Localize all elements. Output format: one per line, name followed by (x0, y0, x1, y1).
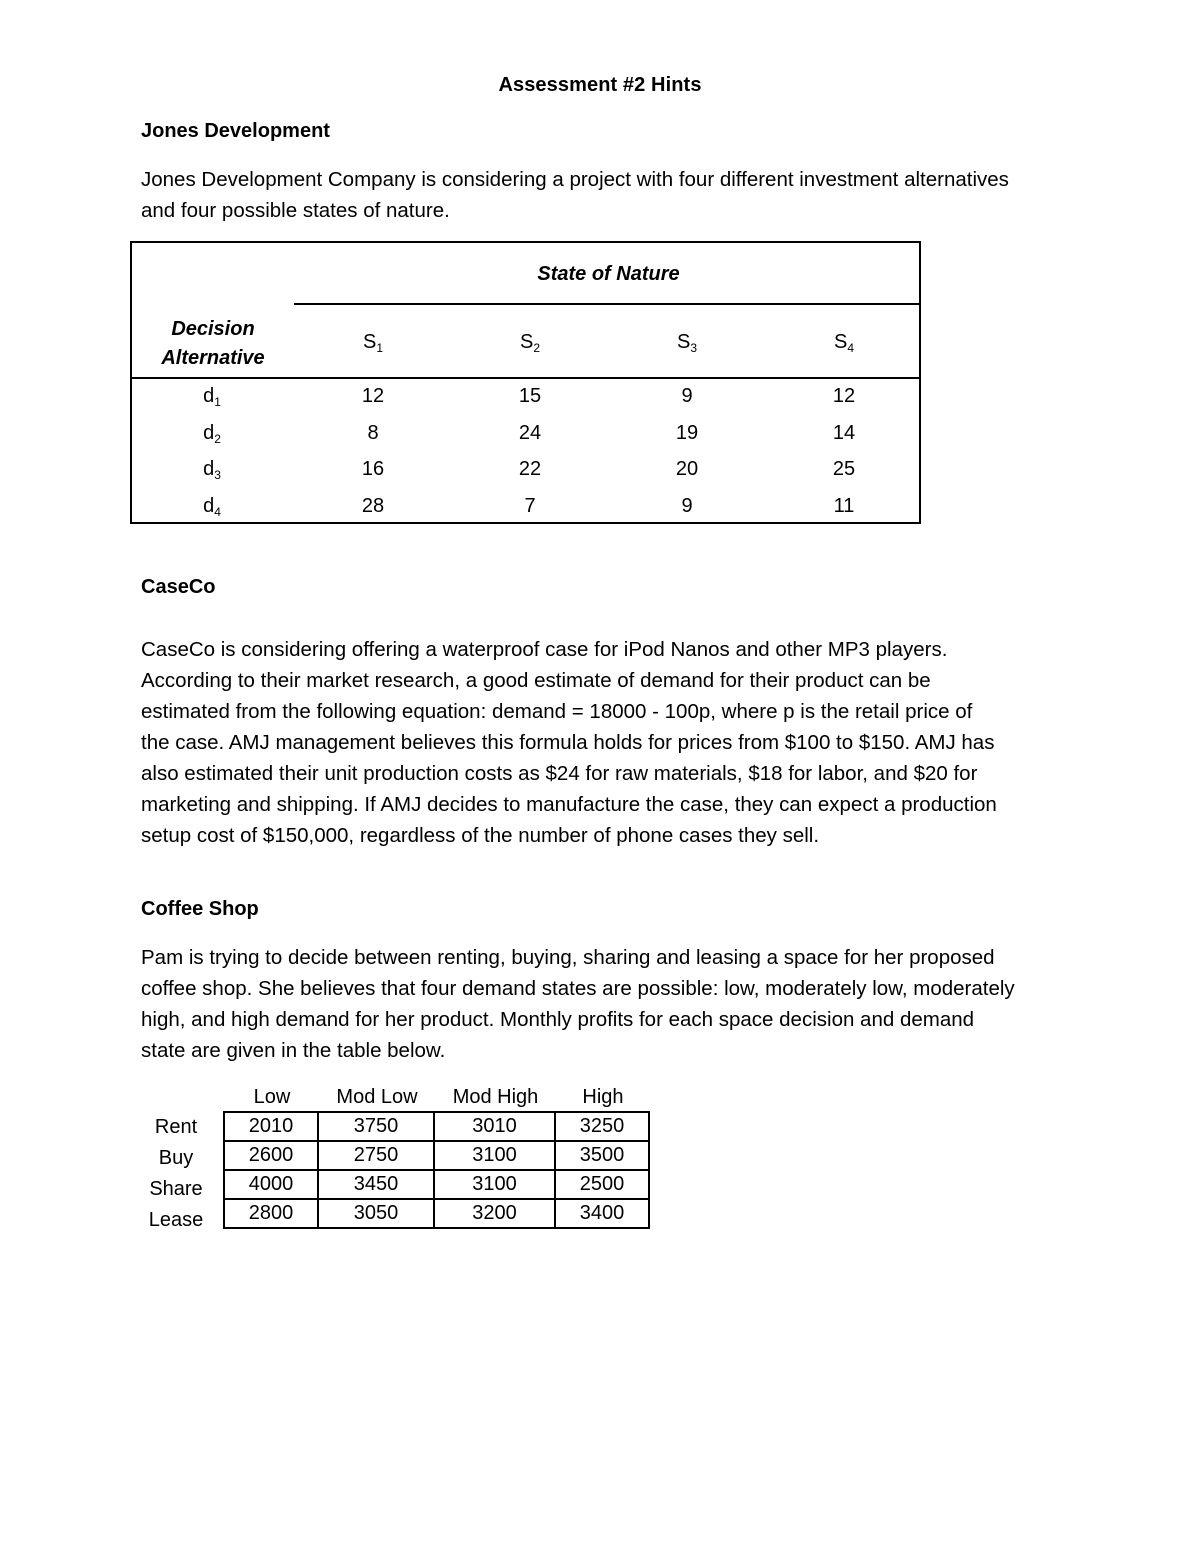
jones-paragraph (141, 164, 1071, 226)
table-cell: 3100 (434, 1141, 555, 1170)
table-cell: 3450 (318, 1170, 434, 1199)
table-cell: 3750 (318, 1112, 434, 1141)
jones-payoff-table (130, 241, 921, 524)
page-title: Assessment #2 Hints (498, 74, 702, 96)
coffee-row-label: Rent (154, 1116, 198, 1138)
caseco-paragraph-line: the case. AMJ management believes this formula holds for prices from $100 to $150. AMJ has (141, 731, 995, 754)
table-cell: 20 (675, 458, 699, 480)
caseco-paragraph-line: According to their market research, a good estimate of demand for their product can be (141, 669, 931, 692)
decision-label-line: Alternative (161, 347, 265, 369)
column-header-s2: $S_2$ (519, 331, 541, 355)
table-cell: 3250 (555, 1112, 649, 1141)
table-row (224, 1170, 649, 1199)
coffee-profit-table (223, 1111, 650, 1229)
state-of-nature-label: State of Nature (537, 263, 680, 285)
table-cell: 2750 (318, 1141, 434, 1170)
table-cell: 3050 (318, 1199, 434, 1228)
coffee-column-header: Low (253, 1086, 291, 1108)
table-cell: 2600 (224, 1141, 318, 1170)
table-cell: 3500 (555, 1141, 649, 1170)
coffee-paragraph-line: high, and high demand for her product. Monthly profits for each space decision and demand (141, 1008, 975, 1031)
caseco-paragraph-line: marketing and shipping. If AMJ decides to manufacture the case, they can expect a production (141, 793, 997, 816)
coffee-heading: Coffee Shop (141, 898, 259, 920)
caseco-paragraph-line: also estimated their unit production costs as $24 for raw materials, $18 for labor, and $20 for (141, 762, 978, 785)
coffee-row-label: Share (149, 1178, 203, 1200)
table-cell: 3200 (434, 1199, 555, 1228)
table-cell: 12 (832, 385, 856, 407)
table-cell: 19 (675, 422, 699, 444)
coffee-paragraph-line: Pam is trying to decide between renting, buying, sharing and leasing a space for her proposed (141, 946, 995, 969)
coffee-column-header: Mod Low (336, 1086, 418, 1108)
table-cell: 16 (361, 458, 385, 480)
caseco-paragraph-line: CaseCo is considering offering a waterproof case for iPod Nanos and other MP3 players. (141, 638, 948, 661)
table-cell: 8 (367, 422, 379, 444)
column-header-s4: $S_4$ (833, 331, 855, 355)
table-cell: 12 (361, 385, 385, 407)
row-header-d1: $d_1$ (203, 385, 221, 409)
table-cell: 15 (518, 385, 542, 407)
table-cell: 3100 (434, 1170, 555, 1199)
table-row (224, 1141, 649, 1170)
table-cell: 3010 (434, 1112, 555, 1141)
coffee-column-header: Mod High (452, 1086, 539, 1108)
table-cell: 4000 (224, 1170, 318, 1199)
row-header-d3: $d_3$ (203, 458, 221, 482)
table-cell: 2800 (224, 1199, 318, 1228)
header-rule (132, 377, 919, 379)
table-row (224, 1199, 649, 1228)
column-header-s1: $S_1$ (362, 331, 384, 355)
table-cell: 22 (518, 458, 542, 480)
jones-paragraph-line: Jones Development Company is considering a project with four different investment alternatives (141, 168, 1009, 191)
table-row (224, 1112, 649, 1141)
table-cell: 25 (832, 458, 856, 480)
table-cell: 14 (832, 422, 856, 444)
decision-label-line: Decision (171, 318, 255, 340)
table-cell: 11 (833, 495, 855, 517)
jones-heading: Jones Development (141, 120, 330, 142)
table-cell: 9 (681, 495, 693, 517)
state-of-nature-rule (294, 303, 919, 305)
table-cell: 28 (361, 495, 385, 517)
coffee-paragraph-line: coffee shop. She believes that four demand states are possible: low, moderately low, moderately (141, 977, 1015, 1000)
jones-paragraph-line: and four possible states of nature. (141, 199, 450, 222)
table-cell: 2500 (555, 1170, 649, 1199)
table-cell: 3400 (555, 1199, 649, 1228)
decision-alternative-label (132, 315, 294, 373)
row-header-d4: $d_4$ (203, 495, 221, 519)
coffee-paragraph-line: state are given in the table below. (141, 1039, 446, 1062)
row-header-d2: $d_2$ (203, 422, 221, 446)
coffee-paragraph (141, 942, 1071, 1066)
caseco-paragraph-line: estimated from the following equation: demand = 18000 - 100p, where p is the retail price of (141, 700, 973, 723)
caseco-heading: CaseCo (141, 576, 216, 598)
table-cell: 7 (524, 495, 536, 517)
coffee-row-label: Buy (158, 1147, 194, 1169)
table-cell: 24 (518, 422, 542, 444)
caseco-paragraph-line: setup cost of $150,000, regardless of the number of phone cases they sell. (141, 824, 820, 847)
table-cell: 9 (681, 385, 693, 407)
coffee-row-label: Lease (148, 1209, 204, 1231)
coffee-column-header: High (582, 1086, 624, 1108)
column-header-s3: $S_3$ (676, 331, 698, 355)
table-cell: 2010 (224, 1112, 318, 1141)
caseco-paragraph (141, 634, 1071, 851)
